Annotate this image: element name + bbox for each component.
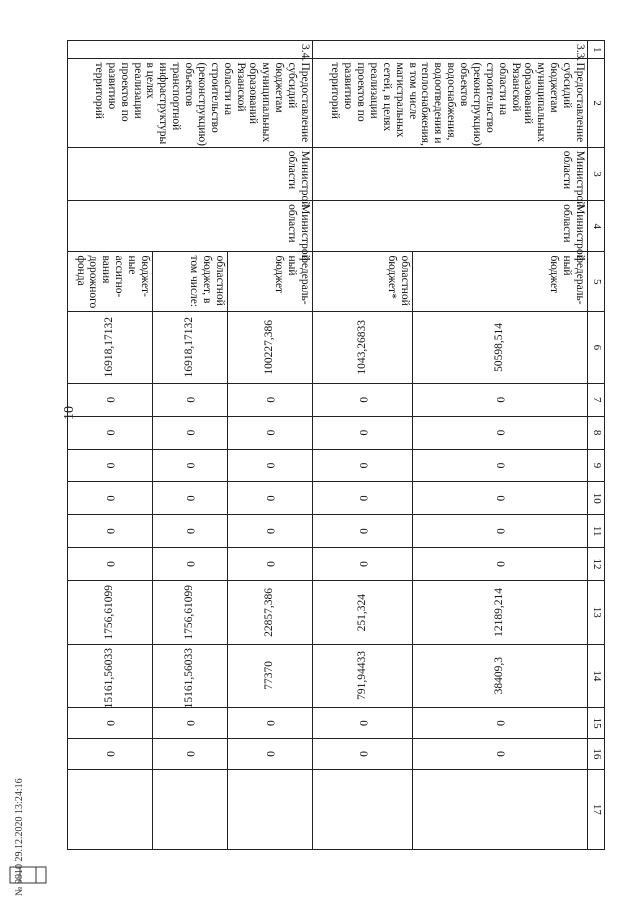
row-number: 3.4. (68, 41, 313, 59)
header-cell: 1 (588, 41, 605, 59)
value-cell: 0 (153, 482, 228, 515)
value-cell: 0 (313, 708, 413, 739)
header-row (588, 41, 605, 850)
row-description: Предоставление субсидий бюджетам муниципальных образований Рязанской области на строительство (реконструкцию) объектов водоснабжения, водоотведения и теплоснабжения, в том числе магистральных сетей, в целях реализации проектов по развитию территорий (313, 59, 588, 147)
value-cell: 16918,17132 (68, 311, 153, 383)
value-cell: 12189,214 (413, 580, 588, 644)
value-cell: 791,94433 (313, 644, 413, 708)
value-cell: 0 (228, 738, 313, 769)
value-cell: 0 (228, 383, 313, 416)
header-cell: 3 (588, 147, 605, 200)
header-cell: 11 (588, 515, 605, 548)
header-cell: 5 (588, 252, 605, 312)
value-cell: 0 (413, 708, 588, 739)
value-cell: 0 (313, 383, 413, 416)
co-executor: Министрой области (313, 201, 588, 252)
value-cell: 0 (313, 482, 413, 515)
value-cell: 0 (68, 738, 153, 769)
value-cell: 0 (313, 449, 413, 482)
value-cell: 0 (228, 515, 313, 548)
value-cell: 0 (68, 449, 153, 482)
value-cell: 1756,61099 (153, 580, 228, 644)
value-cell: 1043,26833 (313, 311, 413, 383)
responsible-executor: Министрой области (68, 147, 313, 200)
header-cell: 7 (588, 383, 605, 416)
empty-cell (68, 769, 153, 849)
funding-source: областной бюджет* (313, 252, 413, 312)
value-cell: 0 (68, 708, 153, 739)
value-cell: 0 (413, 548, 588, 581)
value-cell: 1756,61099 (68, 580, 153, 644)
value-cell: 0 (313, 515, 413, 548)
value-cell: 0 (228, 708, 313, 739)
value-cell: 251,324 (313, 580, 413, 644)
empty-cell (313, 769, 413, 849)
value-cell: 0 (228, 548, 313, 581)
header-cell: 2 (588, 59, 605, 147)
value-cell: 0 (68, 548, 153, 581)
header-cell: 12 (588, 548, 605, 581)
value-cell: 50598,514 (413, 311, 588, 383)
table-row (413, 41, 588, 850)
header-cell: 6 (588, 311, 605, 383)
value-cell: 15161,56033 (153, 644, 228, 708)
registration-stamp: № 9910 29.12.2020 13:24:16 (14, 778, 25, 896)
funding-source: бюджет-ные ассигно-вания дорожного фонда (68, 252, 153, 312)
value-cell: 16918,17132 (153, 311, 228, 383)
empty-cell (153, 769, 228, 849)
funding-source: федераль-ный бюджет (413, 252, 588, 312)
header-cell: 9 (588, 449, 605, 482)
value-cell: 0 (153, 548, 228, 581)
value-cell: 0 (153, 449, 228, 482)
value-cell: 0 (153, 515, 228, 548)
value-cell: 38409,3 (413, 644, 588, 708)
value-cell: 0 (413, 738, 588, 769)
rotated-table-wrapper (60, 40, 605, 850)
row-number: 3.3. (313, 41, 588, 59)
value-cell: 0 (153, 738, 228, 769)
value-cell: 0 (413, 383, 588, 416)
value-cell: 0 (153, 416, 228, 449)
value-cell: 0 (68, 416, 153, 449)
row-description: Предоставление субсидий бюджетам муниципальных образований Рязанской области на строительство (реконструкцию) объектов транспортной инфраструктуры в целях реализации проектов по развитию территорий (68, 59, 313, 147)
header-cell: 13 (588, 580, 605, 644)
value-cell: 22857,386 (228, 580, 313, 644)
value-cell: 100227,386 (228, 311, 313, 383)
header-cell: 4 (588, 201, 605, 252)
value-cell: 0 (413, 416, 588, 449)
empty-cell (228, 769, 313, 849)
budget-table (67, 40, 605, 850)
value-cell: 0 (313, 738, 413, 769)
value-cell: 0 (68, 383, 153, 416)
value-cell: 77370 (228, 644, 313, 708)
value-cell: 0 (313, 416, 413, 449)
value-cell: 0 (413, 515, 588, 548)
header-cell: 8 (588, 416, 605, 449)
value-cell: 0 (413, 482, 588, 515)
value-cell: 0 (313, 548, 413, 581)
responsible-executor: Министрой области (313, 147, 588, 200)
funding-source: областной бюджет, в том числе: (153, 252, 228, 312)
header-cell: 16 (588, 738, 605, 769)
value-cell: 0 (153, 708, 228, 739)
page-number: 10 (62, 406, 77, 420)
header-cell: 15 (588, 708, 605, 739)
value-cell: 0 (68, 515, 153, 548)
value-cell: 0 (68, 482, 153, 515)
value-cell: 0 (228, 416, 313, 449)
header-cell: 14 (588, 644, 605, 708)
value-cell: 0 (228, 482, 313, 515)
table-row (228, 41, 313, 850)
value-cell: 0 (413, 449, 588, 482)
funding-source: федераль-ный бюджет (228, 252, 313, 312)
value-cell: 15161,56033 (68, 644, 153, 708)
header-cell: 10 (588, 482, 605, 515)
value-cell: 0 (153, 383, 228, 416)
header-cell: 17 (588, 769, 605, 849)
value-cell: 0 (228, 449, 313, 482)
empty-cell (413, 769, 588, 849)
co-executor: Министрой области (68, 201, 313, 252)
